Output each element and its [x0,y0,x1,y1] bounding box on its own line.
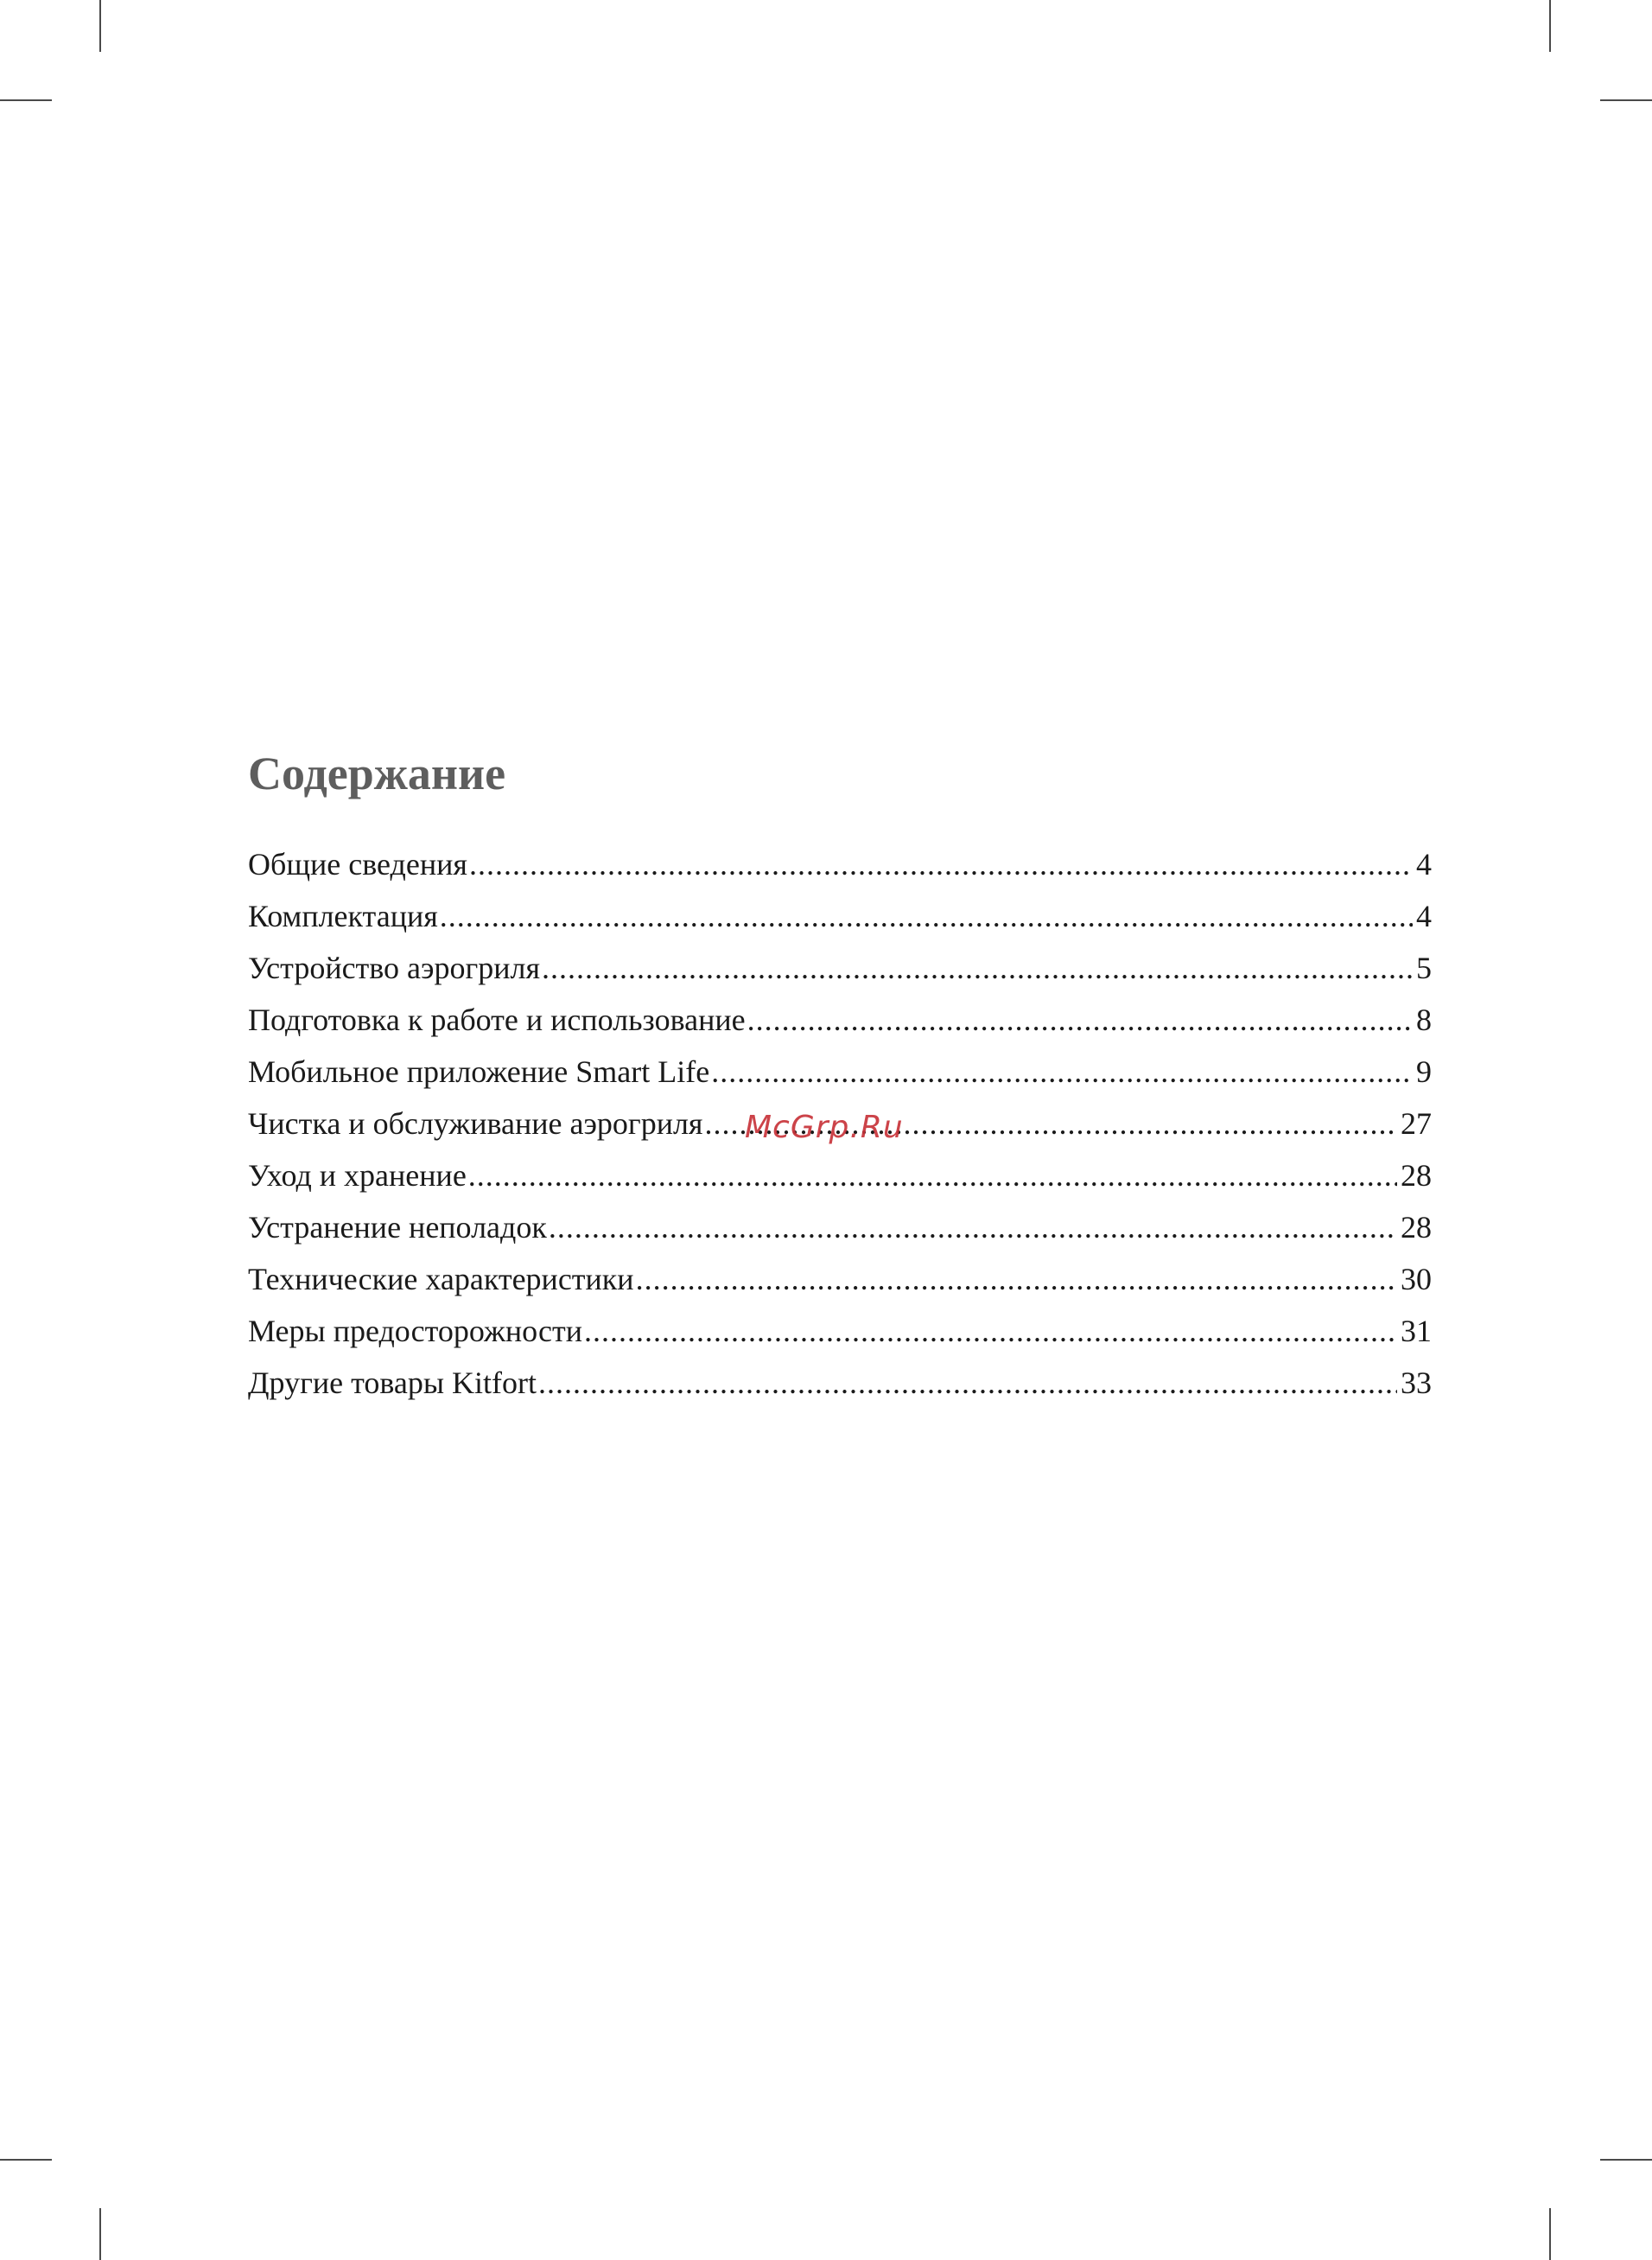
toc-dot-leader [636,1253,1397,1305]
toc-dot-leader [538,1357,1397,1409]
toc-entry-label: Технические характеристики [248,1262,634,1296]
toc-entry-label: Общие сведения [248,847,467,882]
toc-title: Содержание [248,748,506,799]
toc-entry-page-number: 4 [1416,899,1432,933]
toc-entry-page-number: 4 [1416,847,1432,882]
toc-entry-page-number: 27 [1401,1106,1432,1141]
crop-mark-top-left-horizontal [0,99,52,101]
toc-entry[interactable] [248,838,1432,890]
toc-entry-label: Чистка и обслуживание аэрогриля [248,1106,703,1141]
toc-entry-page-number: 30 [1401,1262,1432,1296]
toc-entry[interactable] [248,1305,1432,1357]
crop-mark-bottom-right-vertical [1549,2208,1551,2260]
toc-entry-page-number: 5 [1416,951,1432,985]
toc-entry-page-number: 9 [1416,1054,1432,1089]
crop-mark-top-right-vertical [1549,0,1551,52]
crop-mark-bottom-left-vertical [99,2208,101,2260]
toc-entry[interactable] [248,994,1432,1046]
toc-entry[interactable] [248,942,1432,994]
toc-dot-leader [584,1305,1397,1357]
toc-entry[interactable] [248,1201,1432,1253]
toc-entry[interactable] [248,1046,1432,1098]
toc-entry[interactable] [248,1253,1432,1305]
toc-entry[interactable] [248,1357,1432,1409]
toc-dot-leader [469,838,1413,890]
toc-entry-page-number: 8 [1416,1003,1432,1037]
toc-dot-leader [711,1046,1413,1098]
toc-dot-leader [549,1201,1397,1253]
toc-entry-label: Подготовка к работе и использование [248,1003,746,1037]
crop-mark-top-left-vertical [99,0,101,52]
crop-mark-top-right-horizontal [1600,99,1652,101]
crop-mark-bottom-right-horizontal [1600,2159,1652,2161]
toc-entry-label: Комплектация [248,899,438,933]
toc-entry[interactable] [248,890,1432,942]
crop-mark-bottom-left-horizontal [0,2159,52,2161]
toc-entry-page-number: 33 [1401,1366,1432,1400]
toc-entry-label: Устройство аэрогриля [248,951,541,985]
toc-entry[interactable] [248,1149,1432,1201]
toc-entry-label: Меры предосторожности [248,1314,583,1348]
toc-entry-page-number: 28 [1401,1158,1432,1193]
toc-entry-label: Устранение неполадок [248,1210,547,1245]
toc-dot-leader [542,942,1413,994]
toc-dot-leader [747,994,1413,1046]
toc-dot-leader [468,1149,1397,1201]
toc-entry-label: Уход и хранение [248,1158,467,1193]
toc-dot-leader [440,890,1413,942]
watermark: McGrp.Ru [745,1110,904,1145]
toc-entry-page-number: 28 [1401,1210,1432,1245]
toc-entry-label: Мобильное приложение Smart Life [248,1054,710,1089]
toc-entry-page-number: 31 [1401,1314,1432,1348]
toc-entry-label: Другие товары Kitfort [248,1366,537,1400]
